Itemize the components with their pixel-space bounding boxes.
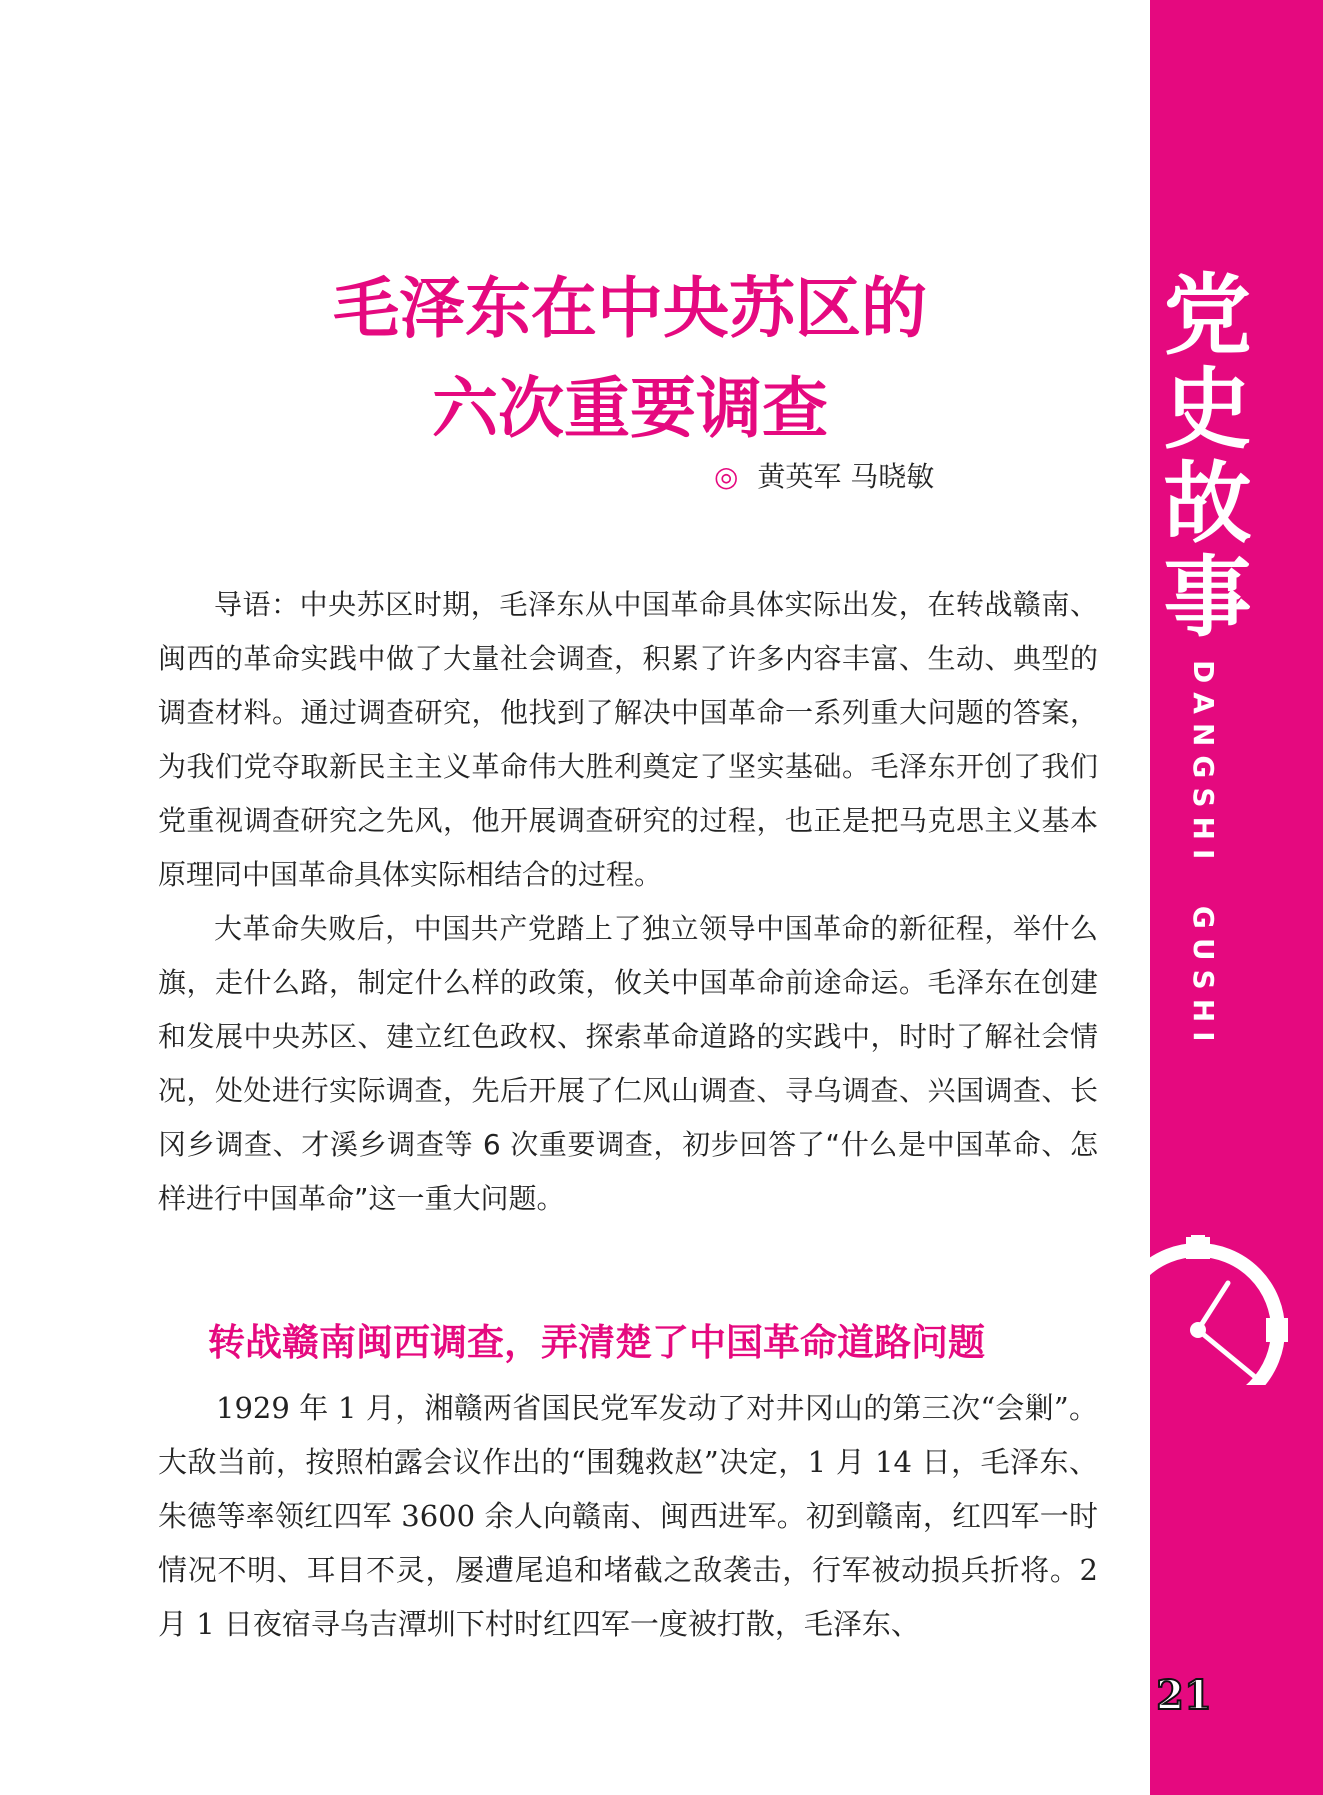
column-title-char: 事 — [1163, 545, 1252, 649]
byline-authors: 黄英军 马晓敏 — [757, 460, 935, 493]
article-title — [160, 258, 1100, 458]
column-title — [1150, 263, 1265, 649]
column-title-char: 故 — [1163, 451, 1252, 555]
article-body — [158, 578, 1098, 1226]
body-paragraph: 1929 年 1 月，湘赣两省国民党军发动了对井冈山的第三次“会剿”。大敌当前，按照柏露会议作出的“围魏救赵”决定，1 月 14 日，毛泽东、朱德等率领红四军 3600 余人向赣南、闽西进军。初到赣南，红四军一时情况不明、耳目不灵，屡遭尾追和堵截之敌袭击，行军被动损兵折将。2 月 1 日夜宿寻乌吉潭圳下村时红四军一度被打散，毛泽东、 — [158, 1391, 1098, 1641]
section-body — [158, 1381, 1098, 1651]
body-paragraph: 大革命失败后，中国共产党踏上了独立领导中国革命的新征程，举什么旗，走什么路，制定什么样的政策，攸关中国革命前途命运。毛泽东在创建和发展中央苏区、建立红色政权、探索革命道路的实践中，时时了解社会情况，处处进行实际调查，先后开展了仁风山调查、寻乌调查、兴国调查、长冈乡调查、才溪乡调查等 6 次重要调查，初步回答了“什么是中国革命、怎样进行中国革命”这一重大问题。 — [158, 912, 1098, 1215]
column-pinyin: DANGSHI GUSHI — [1187, 660, 1220, 1051]
article-title-line: 六次重要调查 — [432, 369, 828, 447]
byline-mark: ◎ — [714, 460, 739, 493]
intro-paragraph: 导语：中央苏区时期，毛泽东从中国革命具体实际出发，在转战赣南、闽西的革命实践中做了大量社会调查，积累了许多内容丰富、生动、典型的调查材料。通过调查研究，他找到了解决中国革命一系列重大问题的答案，为我们党夺取新民主主义革命伟大胜利奠定了坚实基础。毛泽东开创了我们党重视调查研究之先风，他开展调查研究的过程，也正是把马克思主义基本原理同中国革命具体实际相结合的过程。 — [158, 588, 1098, 891]
page-number: 21 — [1156, 1672, 1212, 1719]
section-heading: 转战赣南闽西调查，弄清楚了中国革命道路问题 — [208, 1321, 985, 1364]
clock-icon — [1148, 1215, 1318, 1385]
article-title-line: 毛泽东在中央苏区的 — [333, 269, 927, 347]
column-title-char: 党 — [1163, 263, 1252, 367]
byline — [714, 455, 934, 495]
column-title-char: 史 — [1163, 357, 1252, 461]
